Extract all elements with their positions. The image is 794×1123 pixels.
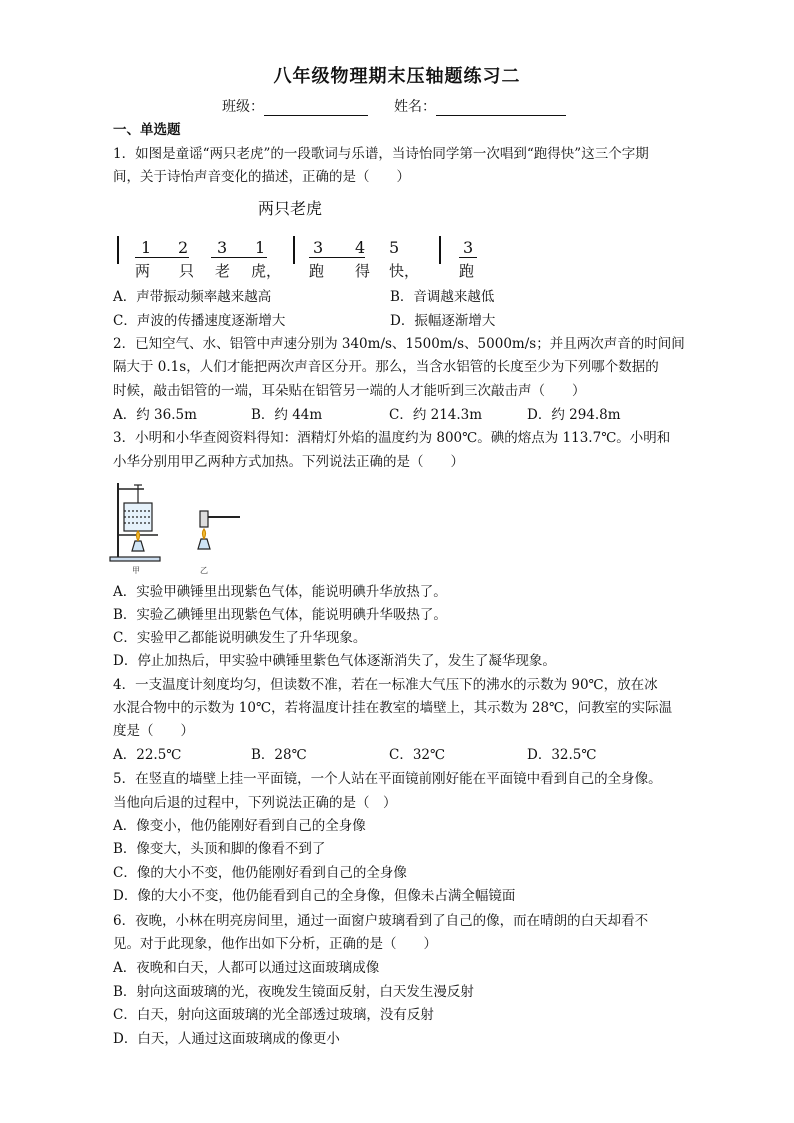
section-heading: 一、单选题	[113, 122, 181, 138]
q6-option-a[interactable]: A．夜晚和白天，人都可以通过这面玻璃成像	[113, 960, 380, 976]
question-2-text-3: 时候，敲击铝管的一端，耳朵贴在铝管另一端的人才能听到三次敲击声（ ）	[113, 383, 586, 399]
student-info-row	[222, 96, 566, 116]
q5-option-a[interactable]: A．像变小，他仍能刚好看到自己的全身像	[113, 818, 366, 834]
q3-option-d[interactable]: D．停止加热后，甲实验中碘锤里紫色气体逐渐消失了，发生了凝华现象。	[113, 653, 556, 669]
q4-option-d[interactable]: D．32.5℃	[527, 747, 597, 763]
bar-line	[117, 236, 119, 264]
q1-option-b[interactable]: B．音调越来越低	[390, 289, 495, 305]
lyric: 快，	[389, 262, 420, 280]
q3-option-c[interactable]: C．实验甲乙都能说明碘发生了升华现象。	[113, 630, 367, 646]
question-4-text-3: 度是（ ）	[113, 723, 194, 739]
q2-option-d[interactable]: D．约 294.8m	[527, 407, 621, 423]
q4-option-c[interactable]: C．32℃	[389, 747, 446, 763]
score-note: 1	[141, 238, 152, 257]
lyric: 老	[215, 262, 231, 280]
beat-underline	[459, 257, 477, 258]
q6-option-b[interactable]: B．射向这面玻璃的光，夜晚发生镜面反射，白天发生漫反射	[113, 984, 474, 1000]
q3-option-b[interactable]: B．实验乙碘锤里出现紫色气体，能说明碘升华吸热了。	[113, 607, 447, 623]
score-note: 1	[255, 238, 266, 257]
song-title: 两只老虎	[258, 199, 323, 218]
question-3-text-2: 小华分别用甲乙两种方式加热。下列说法正确的是（ ）	[113, 454, 464, 470]
q2-option-c[interactable]: C．约 214.3m	[389, 407, 483, 423]
q6-option-c[interactable]: C．白天，射向这面玻璃的光全部透过玻璃，没有反射	[113, 1007, 434, 1023]
question-3-text: 3．小明和小华查阅资料得知：酒精灯外焰的温度约为 800℃。碘的熔点为 113.7℃。小明和	[113, 430, 671, 446]
q4-option-a[interactable]: A．22.5℃	[113, 747, 182, 763]
score-note: 2	[178, 238, 189, 257]
score-note: 3	[217, 238, 228, 257]
setup-yi	[198, 511, 240, 549]
question-5-text: 5．在竖直的墙壁上挂一平面镜，一个人站在平面镜前刚好能在平面镜中看到自己的全身像。	[113, 771, 662, 787]
question-2-text-2: 隔大于 0.1s，人们才能把两次声音区分开。那么，当含水铝管的长度至少为下列哪个数据的	[113, 359, 659, 375]
experiment-figure	[108, 477, 248, 575]
bar-line	[293, 236, 295, 264]
setup-jia	[110, 483, 160, 561]
question-5-text-2: 当他向后退的过程中，下列说法正确的是（ ）	[113, 795, 397, 811]
q1-option-c[interactable]: C．声波的传播速度逐渐增大	[113, 313, 286, 329]
score-note: 3	[313, 238, 324, 257]
lyric: 只	[179, 262, 195, 280]
question-2-text: 2．已知空气、水、铝管中声速分别为 340m/s、1500m/s、5000m/s；并且两次声音的时间间	[113, 336, 685, 352]
music-score	[113, 232, 513, 284]
question-4-text: 4．一支温度计刻度均匀，但读数不准，若在一标准大气压下的沸水的示数为 90℃，放在冰	[113, 677, 658, 693]
q5-option-b[interactable]: B．像变大，头顶和脚的像看不到了	[113, 841, 326, 857]
name-blank[interactable]	[436, 101, 566, 116]
question-6-text-2: 见。对于此现象，他作出如下分析，正确的是（ ）	[113, 936, 437, 952]
class-blank[interactable]	[264, 101, 368, 116]
question-1-text-2: 间，关于诗怡声音变化的描述，正确的是（ ）	[113, 169, 410, 185]
question-6-text: 6．夜晚，小林在明亮房间里，通过一面窗户玻璃看到了自己的像，而在晴朗的白天却看不	[113, 913, 649, 929]
q6-option-d[interactable]: D．白天，人通过这面玻璃成的像更小	[113, 1031, 340, 1047]
lyric: 虎，	[251, 262, 282, 280]
bar-line	[439, 236, 441, 264]
q3-option-a[interactable]: A．实验甲碘锤里出现紫色气体，能说明碘升华放热了。	[113, 584, 447, 600]
page-title: 八年级物理期末压轴题练习二	[273, 66, 521, 87]
q2-option-a[interactable]: A．约 36.5m	[113, 407, 197, 423]
q1-option-d[interactable]: D．振幅逐渐增大	[390, 313, 496, 329]
lyric: 两	[135, 262, 151, 280]
q5-option-c[interactable]: C．像的大小不变，他仍能刚好看到自己的全身像	[113, 865, 407, 881]
question-1-text: 1．如图是童谣“两只老虎”的一段歌词与乐谱，当诗怡同学第一次唱到“跑得快”这三个字期	[113, 146, 649, 162]
class-label: 班级：	[222, 99, 264, 115]
beat-underline	[309, 257, 365, 258]
name-label: 姓名：	[394, 99, 436, 115]
q2-option-b[interactable]: B．约 44m	[251, 407, 323, 423]
score-note: 4	[355, 238, 366, 257]
beat-underline	[211, 257, 267, 258]
question-4-text-2: 水混合物中的示数为 10℃，若将温度计挂在教室的墙壁上，其示数为 28℃，问教室的实际温	[113, 700, 673, 716]
beat-underline	[135, 257, 189, 258]
figure-label-yi: 乙	[200, 566, 208, 575]
figure-label-jia: 甲	[132, 566, 140, 575]
score-note: 5	[389, 238, 400, 257]
lyric: 跑	[459, 262, 475, 280]
lyric: 得	[355, 262, 371, 280]
q5-option-d[interactable]: D．像的大小不变，他仍能看到自己的全身像，但像未占满全幅镜面	[113, 888, 516, 904]
score-note: 3	[463, 238, 474, 257]
q1-option-a[interactable]: A．声带振动频率越来越高	[113, 289, 272, 305]
lyric: 跑	[309, 262, 325, 280]
q4-option-b[interactable]: B．28℃	[251, 747, 307, 763]
